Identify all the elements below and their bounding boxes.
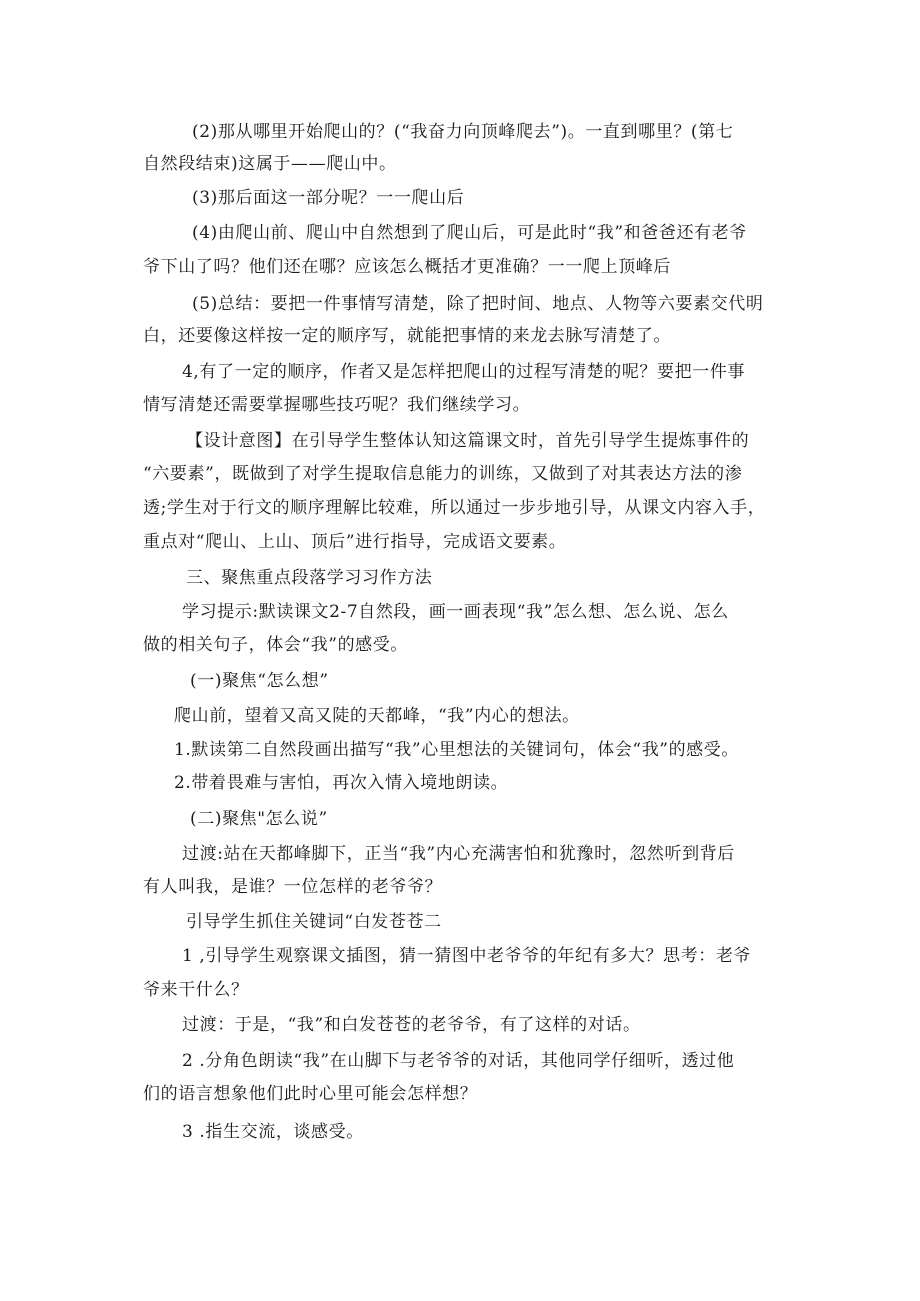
paragraph-line: (5)总结：要把一件事情写清楚，除了把时间、地点、人物等六要素交代明 — [192, 294, 764, 314]
paragraph-line: (4)由爬山前、爬山中自然想到了爬山后，可是此时“我”和爸爸还有老爷 — [192, 223, 747, 243]
paragraph-line: 自然段结束)这属于——爬山中。 — [143, 154, 397, 174]
paragraph-line: 学习提示:默读课文2-7自然段，画一画表现“我”怎么想、怎么说、怎么 — [182, 602, 729, 622]
paragraph-line: (2)那从哪里开始爬山的？(“我奋力向顶峰爬去”)。一直到哪里？(第七 — [192, 122, 734, 142]
subsection-heading: (一)聚焦“怎么想” — [190, 671, 329, 691]
paragraph-line: 引导学生抓住关键词“白发苍苍二 — [186, 912, 442, 932]
paragraph-line: 3 .指生交流，谈感受。 — [182, 1122, 364, 1142]
paragraph-line: 有人叫我，是谁？一位怎样的老爷爷？ — [143, 877, 443, 897]
paragraph-line: 1.默读第二自然段画出描写“我”心里想法的关键词句，体会“我”的感受。 — [174, 740, 739, 760]
paragraph-line: 1 ,引导学生观察课文插图，猜一猜图中老爷爷的年纪有多大？思考：老爷 — [182, 946, 752, 966]
paragraph-line: (3)那后面这一部分呢？一一爬山后 — [192, 188, 465, 208]
paragraph-line: 4,有了一定的顺序，作者又是怎样把爬山的过程写清楚的呢？要把一件事 — [182, 362, 746, 382]
paragraph-line: 过渡:站在天都峰脚下，正当“我”内心充满害怕和犹豫时，忽然听到背后 — [182, 844, 735, 864]
paragraph-line: 过渡：于是，“我”和白发苍苍的老爷爷，有了这样的对话。 — [182, 1015, 641, 1035]
paragraph-line: 白，还要像这样按一定的顺序写，就能把事情的来龙去脉写清楚了。 — [143, 326, 671, 346]
design-intent-line: 透;学生对于行文的顺序理解比较难，所以通过一步步地引导，从课文内容入手， — [143, 498, 766, 518]
design-intent-line: 重点对“爬山、上山、顶后”进行指导，完成语文要素。 — [143, 532, 567, 552]
section-heading: 三、聚焦重点段落学习习作方法 — [186, 568, 433, 588]
paragraph-line: 做的相关句子，体会“我”的感受。 — [143, 635, 408, 655]
paragraph-line: 们的语言想象他们此时心里可能会怎样想？ — [143, 1084, 478, 1104]
paragraph-line: 爷下山了吗？他们还在哪？应该怎么概括才更准确？一一爬上顶峰后 — [143, 257, 671, 277]
paragraph-line: 情写清楚还需要掌握哪些技巧呢？我们继续学习。 — [143, 395, 531, 415]
paragraph-line: 爬山前，望着又高又陡的天都峰，“我”内心的想法。 — [174, 706, 580, 726]
paragraph-line: 爷来干什么？ — [143, 980, 249, 1000]
paragraph-line: 2 .分角色朗读“我”在山脚下与老爷爷的对话，其他同学仔细听，透过他 — [182, 1051, 735, 1071]
design-intent-line: 【设计意图】在引导学生整体认知这篇课文时，首先引导学生提炼事件的 — [186, 431, 750, 451]
paragraph-line: 2.带着畏难与害怕，再次入情入境地朗读。 — [174, 773, 509, 793]
design-intent-line: “六要素”，既做到了对学生提取信息能力的训练，又做到了对其表达方法的渗 — [143, 464, 743, 484]
subsection-heading: (二)聚焦"怎么说” — [190, 809, 328, 829]
